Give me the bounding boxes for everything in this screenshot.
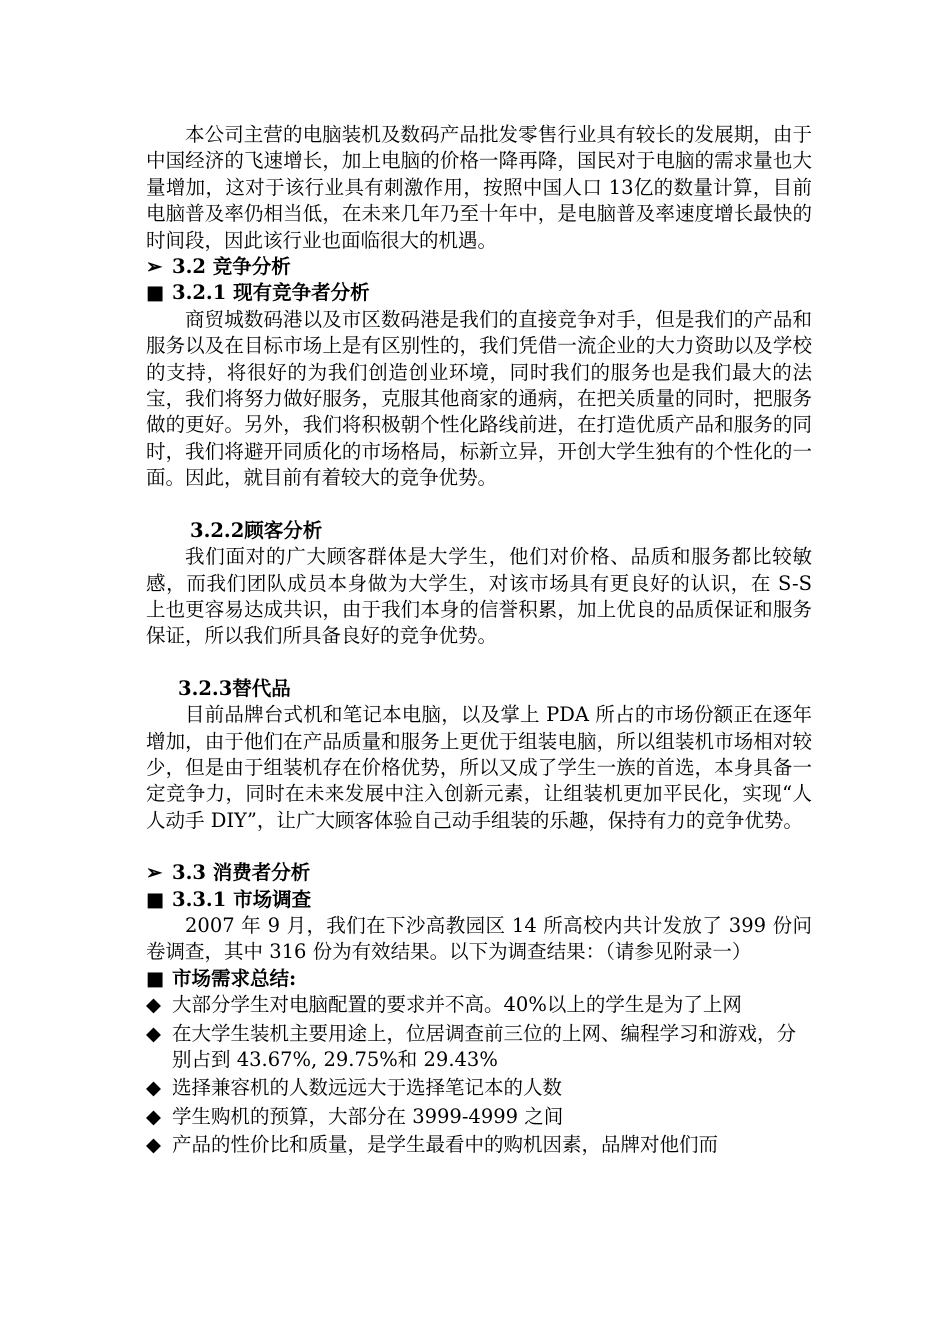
list-item-text: 在大学生装机主要用途上，位居调查前三位的上网、编程学习和游戏，分别占到 43.67%, 29.75%和 29.43% (172, 1021, 797, 1071)
list-item (146, 1104, 812, 1130)
diamond-bullet-icon: ◆ (146, 1021, 161, 1045)
intro-paragraph: 本公司主营的电脑装机及数码产品批发零售行业具有较长的发展期，由于中国经济的飞速增长，加上电脑的价格一降再降，国民对于电脑的需求量也大量增加，这对于该行业具有刺激作用，按照中国人口 13亿的数量计算，目前电脑普及率仍相当低，在未来几年乃至十年中，是电脑普及率速度增长最快的时间段，因此该行业也面临很大的机遇。 (146, 123, 812, 252)
list-item-text: 产品的性价比和质量，是学生最看中的购机因素，品牌对他们而 (172, 1133, 719, 1157)
substitute-paragraph: 目前品牌台式机和笔记本电脑，以及掌上 PDA 所占的市场份额正在逐年增加，由于他们在产品质量和服务上更优于组装电脑，所以组装机市场相对较少，但是由于组装机存在价格优势，所以又成了学生一族的首选，本身具备一定竞争力，同时在未来发展中注入创新元素，让组装机更加平民化，实现“人人动手 DIY”，让广大顾客体验自己动手组装的乐趣，保持有力的竞争优势。 (146, 703, 812, 832)
spacer (146, 834, 812, 860)
section-3-3-1-title: 3.3.1 市场调查 (172, 887, 312, 911)
spacer (146, 650, 812, 676)
diamond-bullet-icon: ◆ (146, 993, 161, 1017)
list-item-text: 学生购机的预算，大部分在 3999-4999 之间 (172, 1104, 564, 1128)
summary-title: 市场需求总结: (172, 966, 297, 990)
document-page (146, 122, 812, 1161)
diamond-bullet-icon: ◆ (146, 1133, 161, 1157)
diamond-bullet-icon: ◆ (146, 1076, 161, 1100)
arrow-bullet-icon: ➢ (146, 255, 163, 279)
section-3-2-heading (146, 254, 812, 280)
summary-heading (146, 966, 812, 992)
competitor-paragraph: 商贸城数码港以及市区数码港是我们的直接竞争对手，但是我们的产品和服务以及在目标市场上是有区别性的，我们凭借一流企业的大力资助以及学校的支持，将很好的为我们创造创业环境，同时我们的服务也是我们最大的法宝，我们将努力做好服务，克服其他商家的通病，在把关质量的同时，把服务做的更好。另外，我们将积极朝个性化路线前进，在打造优质产品和服务的同时，我们将避开同质化的市场格局，标新立异，开创大学生独有的个性化的一面。因此，就目前有着较大的竞争优势。 (146, 307, 812, 490)
customer-paragraph: 我们面对的广大顾客群体是大学生，他们对价格、品质和服务都比较敏感，而我们团队成员本身做为大学生，对该市场具有更良好的认识，在 S-S 上也更容易达成共识，由于我们本身的信誉积累，加上优良的品质保证和服务保证，所以我们所具备良好的竞争优势。 (146, 545, 812, 648)
section-3-3-title: 3.3 消费者分析 (172, 861, 311, 885)
square-bullet-icon: ■ (146, 966, 165, 990)
section-3-2-1-title: 3.2.1 现有竞争者分析 (172, 281, 370, 305)
arrow-bullet-icon: ➢ (146, 861, 163, 885)
list-item-text: 大部分学生对电脑配置的要求并不高。40%以上的学生是为了上网 (172, 993, 742, 1017)
spacer (146, 492, 812, 518)
square-bullet-icon: ■ (146, 887, 165, 911)
section-3-3-heading (146, 860, 812, 886)
list-item (146, 992, 812, 1018)
section-3-2-1-heading (146, 280, 812, 306)
section-3-3-1-heading (146, 887, 812, 913)
list-item (146, 1132, 812, 1158)
section-3-2-title: 3.2 竞争分析 (172, 255, 291, 279)
section-3-2-3-heading: 3.2.3替代品 (178, 676, 291, 700)
section-3-2-2-heading: 3.2.2顾客分析 (190, 518, 323, 542)
list-item (146, 1021, 812, 1074)
survey-paragraph: 2007 年 9 月，我们在下沙高教园区 14 所高校内共计发放了 399 份问卷调查，其中 316 份为有效结果。以下为调查结果：（请参见附录一） (146, 913, 812, 964)
square-bullet-icon: ■ (146, 281, 165, 305)
list-item-text: 选择兼容机的人数远远大于选择笔记本的人数 (172, 1076, 563, 1100)
list-item (146, 1075, 812, 1101)
diamond-bullet-icon: ◆ (146, 1104, 161, 1128)
